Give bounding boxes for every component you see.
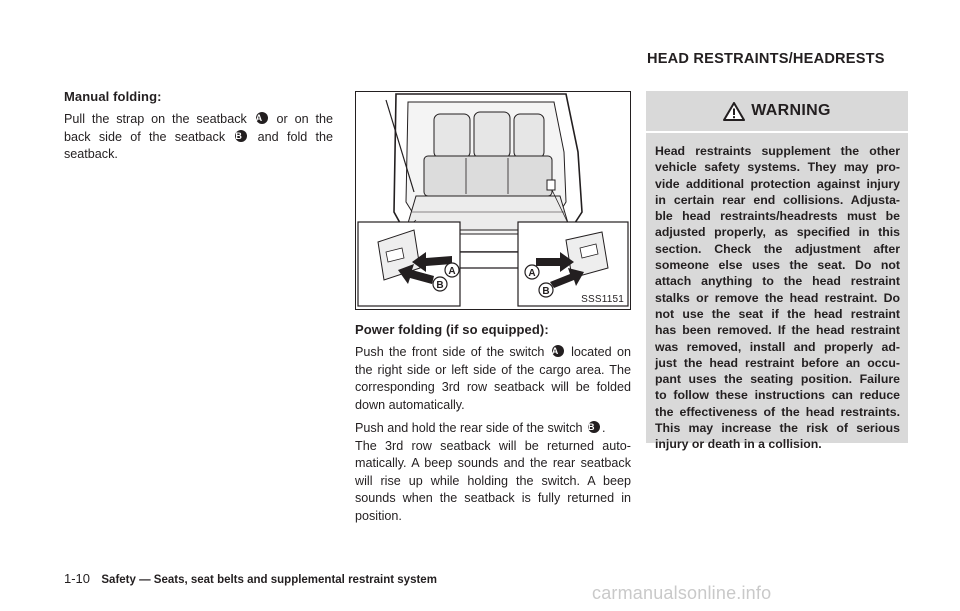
- footer-title: Safety — Seats, seat belts and supplemental restraint system: [101, 574, 437, 586]
- manual-folding-heading: Manual folding:: [64, 89, 162, 104]
- warning-line: Head restraints supplement the other: [655, 144, 900, 158]
- warning-line: vehicle safety systems. They may pro-: [655, 160, 900, 175]
- warning-line: just the head restraint before an occu-: [655, 355, 900, 370]
- marker-b-icon: B: [235, 130, 247, 142]
- warning-header: [646, 91, 908, 133]
- inset-left-label-a: A: [448, 266, 456, 277]
- page-number: 1-10: [64, 571, 91, 586]
- warning-box: [646, 91, 908, 452]
- inset-right-label-b: B: [542, 286, 550, 297]
- warning-line: stalks or remove the head restraint. Do: [655, 290, 900, 305]
- power-folding-heading: Power folding (if so equipped):: [355, 322, 549, 337]
- warning-line: This may increase the risk of serious: [655, 421, 900, 436]
- warning-line: someone else uses the seat. Do not: [655, 258, 900, 273]
- watermark: carmanualsonline.info: [592, 583, 772, 603]
- warning-line: in certain rear end collisions. Adjusta-: [655, 192, 900, 207]
- warning-line: attach anything to the head restraint: [655, 274, 900, 289]
- figure-code: SSS1151: [581, 294, 624, 305]
- warning-line: has been removed. If the head restraint: [655, 323, 900, 338]
- power-folding-paragraph-2: Push and hold the rear side of the switch B . The 3rd row seatback will be returned auto- matically. A beep sounds and the rear seatback will rise up while holding the switch. A beep sounds when the seatback is fully returned in position.: [355, 421, 631, 523]
- warning-title: WARNING: [751, 102, 831, 119]
- marker-a-icon: A: [256, 112, 268, 124]
- section-title: HEAD RESTRAINTS/HEADRESTS: [647, 51, 885, 67]
- warning-line: injury or death in a collision.: [655, 437, 822, 452]
- inset-right-label-a: A: [528, 268, 536, 279]
- inset-left-label-b: B: [436, 280, 444, 291]
- warning-line: was removed, install and properly ad-: [655, 339, 900, 354]
- warning-line: ble head restraints/headrests must be: [655, 209, 900, 224]
- warning-line: to follow these instructions can reduce: [655, 388, 900, 403]
- warning-line: section. Check the adjustment after: [655, 241, 900, 256]
- warning-line: the effectiveness of the head restraints.: [655, 404, 900, 419]
- page-footer: [64, 571, 437, 586]
- warning-text: [646, 133, 908, 453]
- warning-line: vide additional protection against injury: [655, 176, 900, 191]
- cargo-seat-diagram: [356, 92, 630, 309]
- warning-line: adjusted properly, as specified in this: [655, 225, 900, 240]
- marker-b-icon: B: [588, 421, 600, 433]
- cargo-area-illustration: [355, 91, 631, 310]
- power-folding-paragraph-1: Push the front side of the switch A located on the right side or left side of the cargo area. The corresponding 3rd row seatback will be folded down automatically.: [355, 345, 632, 412]
- marker-a-icon: A: [552, 345, 564, 357]
- warning-line: not use the seat if the head restraint: [655, 306, 900, 321]
- warning-line: pant uses the seating position. Failure: [655, 372, 900, 387]
- manual-folding-paragraph: Pull the strap on the seatback A or on the back side of the seatback B and fold the seatback.: [64, 112, 334, 162]
- warning-triangle-icon: [723, 102, 745, 121]
